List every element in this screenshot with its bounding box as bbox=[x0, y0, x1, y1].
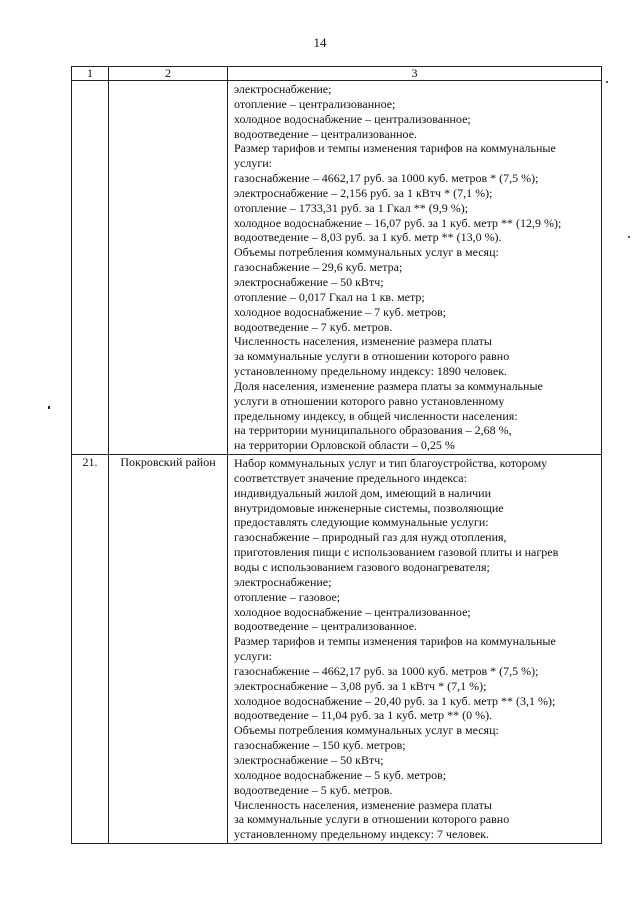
table-row bbox=[72, 81, 602, 455]
description-line: услуги в отношении которого равно установленному bbox=[234, 393, 505, 408]
description-line: холодное водоснабжение – 20,40 руб. за 1 куб. метр ** (3,1 %); bbox=[234, 693, 556, 708]
description-line: за коммунальные услуги в отношении которого равно bbox=[234, 349, 510, 364]
description-line: электроснабжение – 50 кВтч; bbox=[234, 274, 384, 289]
description-line: холодное водоснабжение – 5 куб. метров; bbox=[234, 767, 447, 782]
description-line: водоотведение – 8,03 руб. за 1 куб. метр ** (13,0 %). bbox=[234, 230, 502, 245]
row-number-cell: 21. bbox=[72, 455, 109, 844]
description-line: установленному предельному индексу: 7 человек. bbox=[234, 827, 490, 842]
tariff-table bbox=[71, 66, 602, 844]
scan-speck bbox=[48, 406, 50, 409]
description-line: водоотведение – 5 куб. метров. bbox=[234, 782, 393, 797]
description-line: электроснабжение – 2,156 руб. за 1 кВтч * (7,1 %); bbox=[234, 185, 493, 200]
description-line: индивидуальный жилой дом, имеющий в наличии bbox=[234, 485, 491, 500]
description-line: на территории муниципального образования – 2,68 %, bbox=[234, 423, 512, 438]
description-line: газоснабжение – 4662,17 руб. за 1000 куб. метров * (7,5 %); bbox=[234, 663, 539, 678]
description-line: предельному индексу, в общей численности населения: bbox=[234, 408, 518, 423]
description-line: газоснабжение – 150 куб. метров; bbox=[234, 738, 406, 753]
region-name-cell: Покровский район bbox=[109, 455, 228, 844]
description-line: отопление – газовое; bbox=[234, 589, 341, 604]
description-line: отопление – централизованное; bbox=[234, 96, 396, 111]
description-line: соответствует значение предельного индекса: bbox=[234, 470, 467, 485]
description-line: газоснабжение – природный газ для нужд отопления, bbox=[234, 530, 507, 545]
table-row bbox=[72, 455, 602, 844]
description-line: Размер тарифов и темпы изменения тарифов на коммунальные bbox=[234, 141, 556, 156]
description-line: электроснабжение; bbox=[234, 82, 332, 96]
description-line: холодное водоснабжение – централизованное; bbox=[234, 111, 471, 126]
description-line: водоотведение – централизованное. bbox=[234, 126, 418, 141]
description-line: водоотведение – 7 куб. метров. bbox=[234, 319, 393, 334]
column-header-2: 2 bbox=[109, 67, 228, 81]
description-line: Объемы потребления коммунальных услуг в месяц: bbox=[234, 245, 499, 260]
page-number: 14 bbox=[313, 35, 327, 50]
row-number-cell bbox=[72, 81, 109, 455]
description-line: холодное водоснабжение – 16,07 руб. за 1 куб. метр ** (12,9 %); bbox=[234, 215, 562, 230]
description-line: услуги: bbox=[234, 156, 272, 171]
description-line: за коммунальные услуги в отношении которого равно bbox=[234, 812, 510, 827]
description-line: внутридомовые инженерные системы, позволяющие bbox=[234, 500, 504, 515]
description-line: отопление – 1733,31 руб. за 1 Гкал ** (9,9 %); bbox=[234, 200, 469, 215]
scan-speck bbox=[628, 236, 630, 238]
description-line: электроснабжение – 50 кВтч; bbox=[234, 752, 384, 767]
description-line: электроснабжение; bbox=[234, 574, 332, 589]
scan-speck bbox=[606, 81, 608, 83]
description-line: электроснабжение – 3,08 руб. за 1 кВтч * (7,1 %); bbox=[234, 678, 487, 693]
column-header-1: 1 bbox=[72, 67, 109, 81]
description-line: Объемы потребления коммунальных услуг в месяц: bbox=[234, 723, 499, 738]
description-line: холодное водоснабжение – 7 куб. метров; bbox=[234, 304, 447, 319]
description-line: холодное водоснабжение – централизованное; bbox=[234, 604, 471, 619]
description-line: отопление – 0,017 Гкал на 1 кв. метр; bbox=[234, 289, 425, 304]
description-line: газоснабжение – 29,6 куб. метра; bbox=[234, 260, 403, 275]
region-name-cell bbox=[109, 81, 228, 455]
description-line: воды с использованием газового водонагревателя; bbox=[234, 560, 490, 574]
description-cell bbox=[228, 455, 602, 844]
description-line: услуги: bbox=[234, 649, 272, 664]
description-line: Численность населения, изменение размера платы bbox=[234, 797, 492, 812]
description-line: установленному предельному индексу: 1890 человек. bbox=[234, 364, 508, 379]
description-lines bbox=[228, 81, 601, 454]
description-line: Набор коммунальных услуг и тип благоустройства, которому bbox=[234, 456, 548, 471]
description-line: водоотведение – централизованное. bbox=[234, 619, 418, 634]
column-header-3: 3 bbox=[228, 67, 602, 81]
description-line: Численность населения, изменение размера платы bbox=[234, 334, 492, 349]
description-line: предоставлять следующие коммунальные услуги: bbox=[234, 515, 489, 530]
description-line: на территории Орловской области – 0,25 % bbox=[234, 438, 455, 453]
description-line: водоотведение – 11,04 руб. за 1 куб. метр ** (0 %). bbox=[234, 708, 493, 723]
description-lines bbox=[228, 455, 601, 843]
description-cell bbox=[228, 81, 602, 455]
description-line: Размер тарифов и темпы изменения тарифов на коммунальные bbox=[234, 634, 556, 649]
description-line: приготовления пищи с использованием газовой плиты и нагрев bbox=[234, 545, 559, 560]
table-header-row bbox=[72, 67, 602, 81]
description-line: Доля населения, изменение размера платы за коммунальные bbox=[234, 378, 543, 393]
description-line: газоснабжение – 4662,17 руб. за 1000 куб. метров * (7,5 %); bbox=[234, 171, 539, 186]
